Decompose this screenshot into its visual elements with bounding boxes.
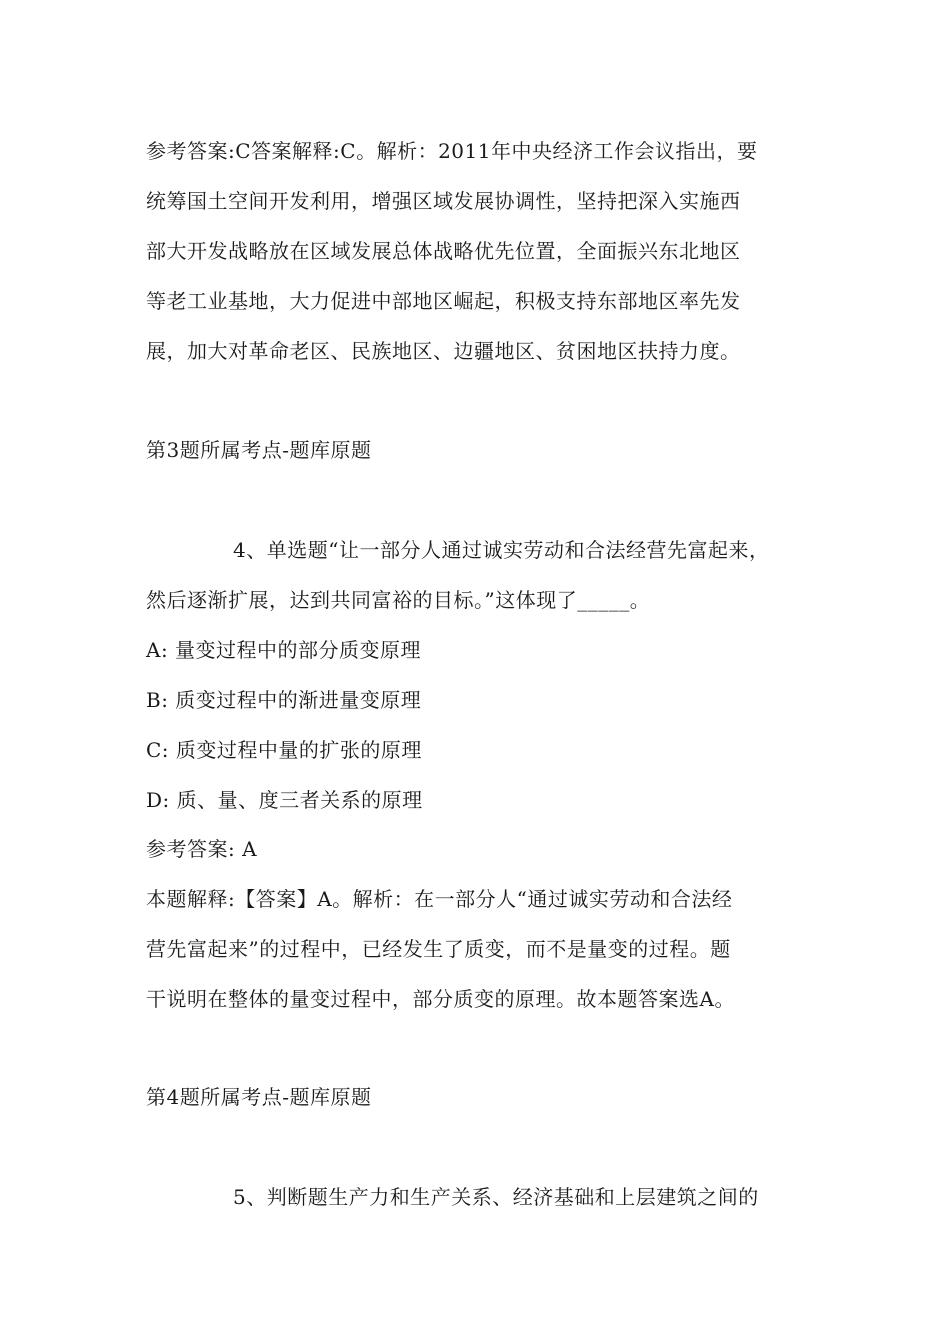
q4-option-d: D: 质、量、度三者关系的原理	[146, 788, 423, 812]
q3-explanation-line-1: 参考答案:C答案解释:C。解析：2011年中央经济工作会议指出，要	[146, 139, 758, 163]
q4-answer: 参考答案: A	[146, 837, 258, 861]
q3-explanation-line-3: 部大开发战略放在区域发展总体战略优先位置，全面振兴东北地区	[146, 239, 741, 263]
q3-explanation-line-4: 等老工业基地，大力促进中部地区崛起，积极支持东部地区率先发	[146, 289, 741, 313]
q4-option-a: A: 量变过程中的部分质变原理	[146, 638, 422, 662]
q4-option-b: B: 质变过程中的渐进量变原理	[146, 688, 422, 712]
q4-option-c: C: 质变过程中量的扩张的原理	[146, 738, 422, 762]
q4-explanation-line-3: 干说明在整体的量变过程中，部分质变的原理。故本题答案选A。	[146, 987, 735, 1011]
q3-topic: 第3题所属考点-题库原题	[146, 438, 372, 462]
q4-topic: 第4题所属考点-题库原题	[146, 1085, 372, 1109]
q4-stem-line-2: 然后逐渐扩展，达到共同富裕的目标。”这体现了_____。	[146, 588, 651, 612]
q3-explanation-line-5: 展，加大对革命老区、民族地区、边疆地区、贫困地区扶持力度。	[146, 339, 741, 363]
q3-explanation-line-2: 统筹国土空间开发利用，增强区域发展协调性，坚持把深入实施西	[146, 189, 741, 213]
q4-explanation-line-2: 营先富起来”的过程中，已经发生了质变，而不是量变的过程。题	[146, 937, 731, 961]
q4-explanation-line-1: 本题解释:【答案】A。解析：在一部分人“通过诚实劳动和合法经	[146, 887, 733, 911]
q4-stem-line-1: 4、单选题“让一部分人通过诚实劳动和合法经营先富起来，	[233, 538, 770, 562]
q5-stem-line-1: 5、判断题生产力和生产关系、经济基础和上层建筑之间的	[233, 1185, 759, 1209]
